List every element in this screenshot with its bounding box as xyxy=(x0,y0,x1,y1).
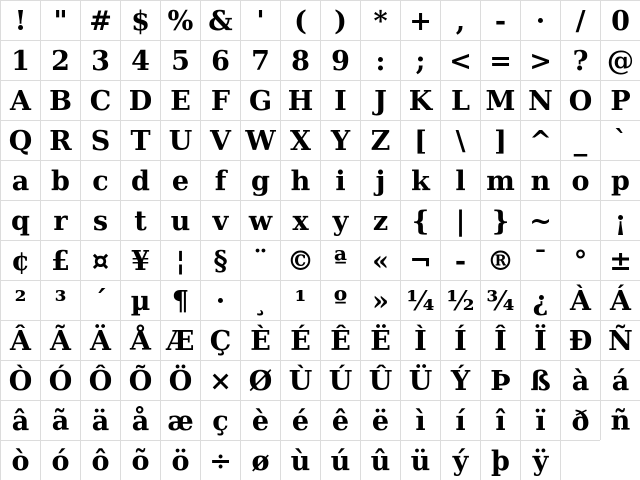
glyph-cell: ~ xyxy=(520,200,560,240)
glyph-cell: Ò xyxy=(0,360,40,400)
glyph-cell: · xyxy=(520,0,560,40)
glyph-cell: × xyxy=(200,360,240,400)
glyph-cell: ¡ xyxy=(600,200,640,240)
glyph-cell: s xyxy=(80,200,120,240)
glyph-cell: R xyxy=(40,120,80,160)
glyph-cell: À xyxy=(560,280,600,320)
glyph-cell: W xyxy=(240,120,280,160)
glyph-cell: 1 xyxy=(0,40,40,80)
glyph-cell: 4 xyxy=(120,40,160,80)
glyph-cell: ø xyxy=(240,440,280,480)
glyph-cell: " xyxy=(40,0,80,40)
glyph-cell: ¸ xyxy=(240,280,280,320)
glyph-cell: Ü xyxy=(400,360,440,400)
glyph-cell: ÷ xyxy=(200,440,240,480)
glyph-cell: B xyxy=(40,80,80,120)
glyph-cell: / xyxy=(560,0,600,40)
glyph-cell: û xyxy=(360,440,400,480)
glyph-cell: M xyxy=(480,80,520,120)
glyph-cell: Ê xyxy=(320,320,360,360)
glyph-cell: Ð xyxy=(560,320,600,360)
glyph-cell: f xyxy=(200,160,240,200)
glyph-cell: á xyxy=(600,360,640,400)
glyph-cell: ú xyxy=(320,440,360,480)
glyph-cell: G xyxy=(240,80,280,120)
glyph-cell: 0 xyxy=(600,0,640,40)
glyph-cell: ¶ xyxy=(160,280,200,320)
glyph-cell: D xyxy=(120,80,160,120)
glyph-cell: « xyxy=(360,240,400,280)
glyph-cell: £ xyxy=(40,240,80,280)
glyph-cell: Ø xyxy=(240,360,280,400)
glyph-cell: n xyxy=(520,160,560,200)
glyph-cell: ë xyxy=(360,400,400,440)
glyph-cell: \ xyxy=(440,120,480,160)
glyph-cell: L xyxy=(440,80,480,120)
glyph-cell: # xyxy=(80,0,120,40)
glyph-cell: ¯ xyxy=(520,240,560,280)
glyph-cell: © xyxy=(280,240,320,280)
glyph-cell: y xyxy=(320,200,360,240)
glyph-cell: ; xyxy=(400,40,440,80)
glyph-cell: Q xyxy=(0,120,40,160)
glyph-cell: w xyxy=(240,200,280,240)
glyph-cell: ? xyxy=(560,40,600,80)
glyph-cell xyxy=(600,440,640,480)
glyph-cell xyxy=(560,200,600,240)
glyph-cell: Ì xyxy=(400,320,440,360)
glyph-cell: = xyxy=(480,40,520,80)
glyph-cell: Ã xyxy=(40,320,80,360)
glyph-cell: j xyxy=(360,160,400,200)
glyph-cell: N xyxy=(520,80,560,120)
glyph-cell: % xyxy=(160,0,200,40)
glyph-cell: r xyxy=(40,200,80,240)
glyph-cell: b xyxy=(40,160,80,200)
glyph-cell: 3 xyxy=(80,40,120,80)
glyph-cell: Z xyxy=(360,120,400,160)
glyph-cell: - xyxy=(480,0,520,40)
glyph-cell: ¨ xyxy=(240,240,280,280)
glyph-cell: U xyxy=(160,120,200,160)
glyph-cell: í xyxy=(440,400,480,440)
glyph-cell: ã xyxy=(40,400,80,440)
glyph-cell: ° xyxy=(560,240,600,280)
glyph-cell: È xyxy=(240,320,280,360)
glyph-cell: C xyxy=(80,80,120,120)
glyph-cell: v xyxy=(200,200,240,240)
glyph-cell: ¦ xyxy=(160,240,200,280)
glyph-cell xyxy=(560,440,600,480)
glyph-cell: 6 xyxy=(200,40,240,80)
glyph-cell: l xyxy=(440,160,480,200)
glyph-cell: ] xyxy=(480,120,520,160)
glyph-cell: } xyxy=(480,200,520,240)
glyph-cell: ` xyxy=(600,120,640,160)
glyph-cell: Ö xyxy=(160,360,200,400)
glyph-cell: æ xyxy=(160,400,200,440)
glyph-cell: Ù xyxy=(280,360,320,400)
glyph-cell: ¾ xyxy=(480,280,520,320)
glyph-cell: Ú xyxy=(320,360,360,400)
glyph-cell: $ xyxy=(120,0,160,40)
glyph-cell: 8 xyxy=(280,40,320,80)
glyph-cell: ô xyxy=(80,440,120,480)
glyph-cell: Å xyxy=(120,320,160,360)
glyph-cell: Y xyxy=(320,120,360,160)
glyph-cell: X xyxy=(280,120,320,160)
glyph-cell: < xyxy=(440,40,480,80)
glyph-cell: z xyxy=(360,200,400,240)
glyph-cell: ' xyxy=(240,0,280,40)
glyph-cell: ± xyxy=(600,240,640,280)
glyph-cell: a xyxy=(0,160,40,200)
glyph-cell: 7 xyxy=(240,40,280,80)
glyph-cell: Í xyxy=(440,320,480,360)
glyph-cell: V xyxy=(200,120,240,160)
glyph-cell: Ä xyxy=(80,320,120,360)
glyph-cell: ü xyxy=(400,440,440,480)
glyph-cell: F xyxy=(200,80,240,120)
glyph-cell: ( xyxy=(280,0,320,40)
glyph-cell: T xyxy=(120,120,160,160)
glyph-cell: ¬ xyxy=(400,240,440,280)
glyph-cell: Æ xyxy=(160,320,200,360)
glyph-cell: h xyxy=(280,160,320,200)
glyph-cell: m xyxy=(480,160,520,200)
glyph-cell: x xyxy=(280,200,320,240)
glyph-cell: 5 xyxy=(160,40,200,80)
glyph-cell: K xyxy=(400,80,440,120)
glyph-cell: E xyxy=(160,80,200,120)
glyph-cell: 9 xyxy=(320,40,360,80)
glyph-cell: t xyxy=(120,200,160,240)
glyph-cell: ² xyxy=(0,280,40,320)
glyph-cell: è xyxy=(240,400,280,440)
glyph-cell: ÿ xyxy=(520,440,560,480)
glyph-cell: º xyxy=(320,280,360,320)
glyph-cell: · xyxy=(200,280,240,320)
glyph-cell: Ç xyxy=(200,320,240,360)
glyph-cell: e xyxy=(160,160,200,200)
glyph-cell: Ý xyxy=(440,360,480,400)
glyph-cell: ý xyxy=(440,440,480,480)
glyph-cell: þ xyxy=(480,440,520,480)
glyph-cell: A xyxy=(0,80,40,120)
glyph-cell: ù xyxy=(280,440,320,480)
glyph-cell: d xyxy=(120,160,160,200)
glyph-cell: é xyxy=(280,400,320,440)
glyph-cell: ê xyxy=(320,400,360,440)
glyph-cell: 2 xyxy=(40,40,80,80)
glyph-cell: ¤ xyxy=(80,240,120,280)
glyph-cell: [ xyxy=(400,120,440,160)
glyph-cell: o xyxy=(560,160,600,200)
glyph-cell: i xyxy=(320,160,360,200)
glyph-cell: µ xyxy=(120,280,160,320)
glyph-cell: ï xyxy=(520,400,560,440)
glyph-cell: ª xyxy=(320,240,360,280)
glyph-cell: » xyxy=(360,280,400,320)
glyph-cell: ¢ xyxy=(0,240,40,280)
glyph-cell: u xyxy=(160,200,200,240)
glyph-cell: Î xyxy=(480,320,520,360)
glyph-cell: p xyxy=(600,160,640,200)
glyph-cell: S xyxy=(80,120,120,160)
glyph-cell: > xyxy=(520,40,560,80)
glyph-cell: | xyxy=(440,200,480,240)
glyph-cell: q xyxy=(0,200,40,240)
glyph-cell: Þ xyxy=(480,360,520,400)
glyph-cell: O xyxy=(560,80,600,120)
glyph-cell: ³ xyxy=(40,280,80,320)
glyph-cell: : xyxy=(360,40,400,80)
glyph-cell: à xyxy=(560,360,600,400)
glyph-cell: g xyxy=(240,160,280,200)
glyph-cell: ó xyxy=(40,440,80,480)
glyph-cell: Ë xyxy=(360,320,400,360)
glyph-cell: ì xyxy=(400,400,440,440)
glyph-cell: Û xyxy=(360,360,400,400)
glyph-cell: ç xyxy=(200,400,240,440)
glyph-cell: ä xyxy=(80,400,120,440)
glyph-cell: * xyxy=(360,0,400,40)
glyph-cell: & xyxy=(200,0,240,40)
glyph-cell: Ï xyxy=(520,320,560,360)
glyph-cell: ! xyxy=(0,0,40,40)
glyph-cell: ð xyxy=(560,400,600,440)
glyph-cell: Ñ xyxy=(600,320,640,360)
glyph-cell: ò xyxy=(0,440,40,480)
glyph-cell: - xyxy=(440,240,480,280)
glyph-cell: @ xyxy=(600,40,640,80)
glyph-cell: Ó xyxy=(40,360,80,400)
glyph-cell: ® xyxy=(480,240,520,280)
glyph-cell: Â xyxy=(0,320,40,360)
glyph-cell: î xyxy=(480,400,520,440)
glyph-cell: É xyxy=(280,320,320,360)
glyph-cell: â xyxy=(0,400,40,440)
glyph-cell: Ô xyxy=(80,360,120,400)
glyph-cell: k xyxy=(400,160,440,200)
glyph-cell: I xyxy=(320,80,360,120)
glyph-cell: ö xyxy=(160,440,200,480)
glyph-cell: + xyxy=(400,0,440,40)
glyph-cell: { xyxy=(400,200,440,240)
glyph-cell: ^ xyxy=(520,120,560,160)
glyph-cell: J xyxy=(360,80,400,120)
glyph-cell: ñ xyxy=(600,400,640,440)
glyph-cell: Á xyxy=(600,280,640,320)
glyph-cell: ´ xyxy=(80,280,120,320)
glyph-cell: Õ xyxy=(120,360,160,400)
glyph-cell: _ xyxy=(560,120,600,160)
glyph-cell: ß xyxy=(520,360,560,400)
glyph-cell: ¼ xyxy=(400,280,440,320)
glyph-cell: H xyxy=(280,80,320,120)
glyph-cell: c xyxy=(80,160,120,200)
glyph-cell: P xyxy=(600,80,640,120)
glyph-cell: ¥ xyxy=(120,240,160,280)
glyph-cell: ½ xyxy=(440,280,480,320)
glyph-cell: , xyxy=(440,0,480,40)
glyph-cell: § xyxy=(200,240,240,280)
glyph-cell: ) xyxy=(320,0,360,40)
glyph-cell: ¿ xyxy=(520,280,560,320)
glyph-cell: ¹ xyxy=(280,280,320,320)
glyph-cell: õ xyxy=(120,440,160,480)
glyph-cell: å xyxy=(120,400,160,440)
